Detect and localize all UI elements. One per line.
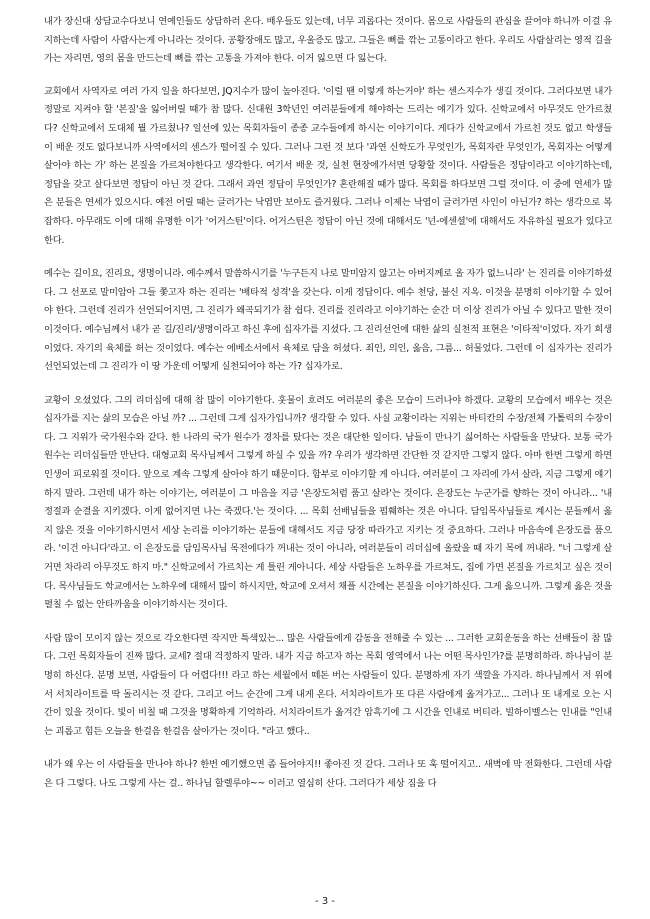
paragraph-counseling: 내가 장신대 상담교수다보니 연예인들도 상담하러 온다. 배우들도 있는데, 너무 괴롭다는 것이다. 몸으로 사람들의 관심을 끌어야 하니까 이걸 유지하는데 사람이 사람사는게 아니라는 것이다. 공황장애도 많고, 우울증도 많고. 그들은 뼈를 깎는 고통이라고 한다. 우리도 사람살리는 영적 길을 가는 자리면, 영의 몸을 만드는데 뼈를 깎는 고통을 가져야 한다. 이거 잃으면 다 잃는다. [44, 16, 612, 65]
paragraph-searchlight: 사람 많이 모이지 않는 것으로 각오한다면 작지만 특색있는... 많은 사람들에게 감동을 전해줄 수 있는 ... 그러한 교회운동을 하는 선배들이 참 많다. 그런 목회자들이 진짜 많다. 교세? 절대 걱정하지 말라. 내가 지금 하고자 하는 목회 영역에서 나는 어떤 목사인가?를 분명히하라. 하나님이 분명히 하신다. 분명 보면, 사람들이 다 어렵다!!! 라고 하는 세월에서 떼돈 버는 사람들이 있다. 분명하게 자기 색깔을 가지라. 하나님께서 저 위에서 서치라이트를 딱 돌리시는 것 같다. 그리고 어느 순간에 그게 내게 온다. 서치라이트가 또 다른 사람에게 옮겨가고... 그러나 또 내게로 오는 시간이 있을 것이다. 빛이 비칠 때 그것을 명확하게 기억하라. 서치라이트가 옮겨간 암흑기에 그 시간을 인내로 버티라. 빌하이벨스는 인내를 "인내는 괴롭고 힘든 오늘을 한걸음 한걸음 살아가는 것이다. "라고 했다.. [44, 632, 612, 737]
paragraph-closing: 내가 왜 우는 이 사람들을 만나야 하나? 한번 예기했으면 좀 들어야지!! 좋아진 것 같다. 그러나 또 훅 떨어지고.. 새벽에 막 전화한다. 그런데 사람은 다 그렇다. 나도 그렇게 사는 걸.. 하나님 할렐루야~~ 이러고 열심히 산다. 그러다가 세상 짐을 다 [44, 759, 612, 789]
paragraph-pope: 교황이 오셨었다. 그의 리더십에 대해 참 많이 이야기한다. 훗물이 흐려도 여러분의 좋은 모습이 드러나야 하겠다. 교황의 모습에서 배우는 것은 십자가를 지는 삶의 모습은 아닐 까? ... 그런데 그게 십자가입니까? 생각할 수 있다. 사실 교황이라는 지위는 바티칸의 수장/전체 가톨릭의 수장이다. 그 지위가 국가원수와 같다. 한 나라의 국가 원수가 경차를 탔다는 것은 대단한 일이다. 남들이 만나기 싫어하는 사람들을 만났다. 보통 국가 원수는 리더십들만 만난다. 대형교회 목사님께서 그렇게 하실 수 있을 까? 우리가 생각하면 간단한 것 같지만 그렇지 않다. 아마 한번 그렇게 하면 인생이 피로워질 것이다. 앞으로 계속 그렇게 살아야 하기 때문이다. 함부로 이야기할 게 아니다. 여러분이 그 자리에 가서 살라, 지금 그렇게 얘기하지 말라. 그런데 내가 하는 이야기는, 여러분이 그 마음을 지금 '은장도처럼 품고 살라'는 것이다. 은장도는 누군가를 향하는 것이 아니라... '내 정절과 순결을 지키겠다. 이게 없어지면 나는 죽겠다.'는 것이다. ... 목회 선배님들을 펌훼하는 것은 아니다. 담임목사님들로 계시는 분들께서 옳지 않은 것을 이야기하시면서 세상 논리를 이야기하는 분들에 대해서도 지금 당장 따라가고 지키는 것 중요하다. 그러나 마음속에 은장도를 품으라. '이건 아니다'라고. 이 은장도를 담임목사님 목전에다가 꺼내는 것이 아니라, 여러분들이 리더십에 올랐을 때 자기 목에 꺼내라. "너 그렇게 살 거면 차라리 아무것도 하지 마." 신학교에서 가르치는 게 틀린 게아니다. 세상 사람들은 노하우를 가르쳐도, 집에 가면 본질을 가르치고 싶은 것이다. 목사님들도 학교에서는 노하우에 대해서 많이 하시지만, 학교에 오셔서 채플 시간에는 본질을 이야기하신다. 그게 옳으니까. 그렇게 옳은 것을 펼칠 수 없는 안타까움을 이야기하시는 것이다. [44, 394, 612, 611]
page-number: - 3 - [315, 896, 335, 907]
paragraph-essence: 교회에서 사역자로 여러 가지 일을 하다보면, JQ지수가 많이 높아진다. '이럴 땐 이렇게 하는거야' 하는 센스지수가 생길 것이다. 그러다보면 내가 정말로 지켜야 할 '본질'을 잃어버릴 때가 참 많다. 신대원 3학년인 여러분들에게 해야하는 드리는 얘기가 있다. 신학교에서 아무것도 안가르쳤다? 신학교에서 도대체 뭘 가르쳤나? 일선에 있는 목회자들이 종종 교수들에게 하시는 이야기이다. 게다가 신학교에서 가르친 것도 없고 학생들이 배운 것도 없다보니까 사역에서의 센스가 떨어질 수 있다. 그러나 그런 것 보다 '과연 신학도가 무엇인가, 목회자란 무엇인가, 목회자는 어떻게 살아야 하는 가' 하는 본질을 가르쳐야한다고 생각한다. 여기서 배운 것, 실천 현장에가서면 당황할 것이다. 사람들은 정답이라고 이야기하는데, 정답을 갖고 살다보면 정답이 아닌 것 같다. 그래서 과연 정답이 무엇인가? 혼란해질 때가 많다. 목회를 하다보면 그럴 것이다. 이 중에 연세가 많은 분들은 연세가 있으시다. 예전 어릴 때는 글러가는 낙엽만 보아도 즐거웠다. 그러나 이제는 낙엽이 글러가면 사인이 아닌가? 하는 생각으로 복잡하다. 아무래도 이에 대해 유명한 이가 '어거스틴'이다. 어거스틴은 정답이 아닌 것에 대해서도 '넌-에센셜'에 대해서도 자유하실 필요가 있다고 한다. [44, 85, 612, 246]
paragraph-truth: 예수는 길이요, 진리요, 생명이니라. 예수께서 말씀하시기를 '누구든지 나로 말미암지 않고는 아버지께로 올 자가 없느니라' 는 진리를 이야기하셨다. 그 선포로 말미암아 그들 쫓고자 하는 진리는 '배타적 성격'을 갖는다. 이게 정답이다. 예수 천당, 불신 지옥. 이것을 분명히 이야기할 수 있어야 한다. 그런데 진리가 선언되어지면, 그 진리가 왜곡되기가 참 쉽다. 진리를 진리라고 이야기하는 순간 더 이상 진리가 아닐 수 있다고 말한 것이 이것이다. 예수님께서 내가 곧 길/진리/생명이라고 하신 후에 십자가를 지셨다. 그 진리선언에 대한 삶의 실천적 표현은 '이타적'이었다. 자기 희생이었다. 자기의 육체를 허는 것이었다. 예수는 에베소서에서 육체로 담을 허셨다. 죄인, 의인, 옳음, 그름... 허물었다. 그런데 이 십자가는 진리가 선언되었는데 그 진리가 이 땅 가운데 어떻게 실천되어야 하는 가? 십자가로. [44, 268, 612, 373]
